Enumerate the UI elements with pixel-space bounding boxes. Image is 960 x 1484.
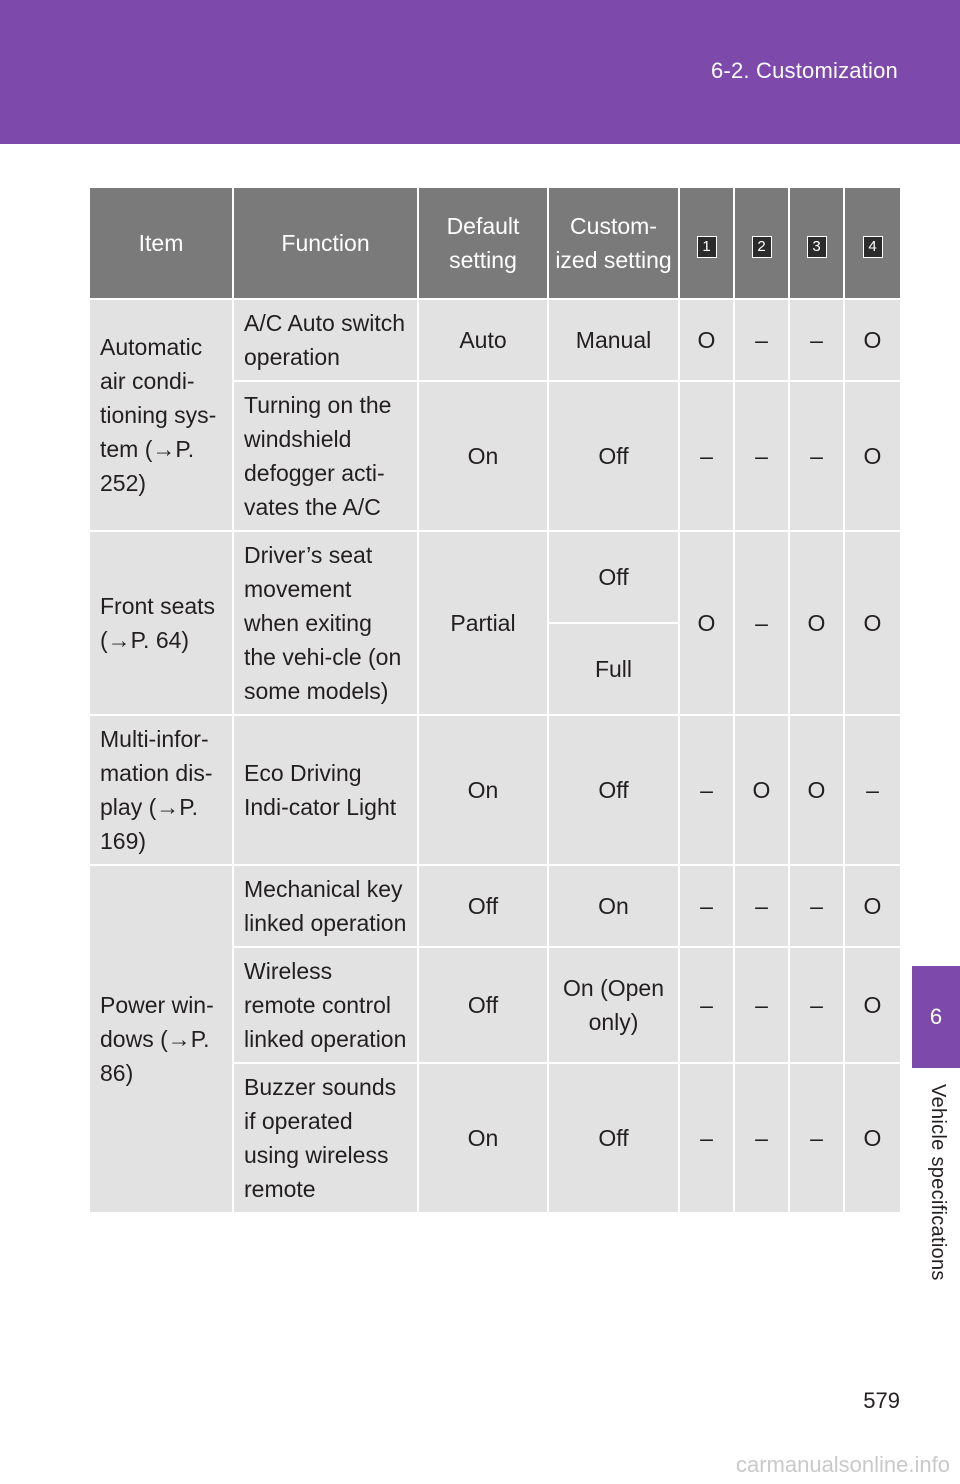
mark-cell: O xyxy=(844,947,901,1063)
mark-cell: – xyxy=(679,715,734,865)
header-col-1 xyxy=(679,187,734,299)
method-1-badge: 1 xyxy=(697,236,717,258)
method-4-badge: 4 xyxy=(863,236,883,258)
function-cell: Buzzer sounds if operated using wireless remote xyxy=(233,1063,418,1213)
default-cell: Off xyxy=(418,947,548,1063)
mark-cell: O xyxy=(844,299,901,381)
customization-table xyxy=(88,186,902,1214)
function-cell: Mechanical key linked operation xyxy=(233,865,418,947)
item-cell: Front seats (→P. 64) xyxy=(89,531,233,715)
method-2-badge: 2 xyxy=(752,236,772,258)
page-number: 579 xyxy=(863,1388,900,1413)
default-cell: Partial xyxy=(418,531,548,715)
function-cell: A/C Auto switch operation xyxy=(233,299,418,381)
header-function: Function xyxy=(233,187,418,299)
table-header-row xyxy=(89,187,901,299)
table-row xyxy=(89,715,901,865)
mark-cell: O xyxy=(789,531,844,715)
header-customized-setting: Custom-ized setting xyxy=(548,187,679,299)
table-row xyxy=(89,531,901,623)
mark-cell: – xyxy=(734,531,789,715)
customized-cell: Off xyxy=(548,531,679,623)
mark-cell: – xyxy=(734,865,789,947)
chapter-label: Vehicle specifications xyxy=(927,1084,949,1281)
mark-cell: – xyxy=(679,865,734,947)
chapter-tab[interactable] xyxy=(912,966,960,1068)
customized-cell: Manual xyxy=(548,299,679,381)
mark-cell: – xyxy=(789,381,844,531)
method-3-badge: 3 xyxy=(807,236,827,258)
page-header xyxy=(0,0,960,144)
function-cell: Wireless remote control linked operation xyxy=(233,947,418,1063)
header-col-4 xyxy=(844,187,901,299)
mark-cell: – xyxy=(734,381,789,531)
customized-cell: On (Open only) xyxy=(548,947,679,1063)
item-cell: Automatic air condi-tioning sys-tem (→P. 252) xyxy=(89,299,233,531)
customized-cell: Off xyxy=(548,381,679,531)
mark-cell: O xyxy=(844,1063,901,1213)
header-col-3 xyxy=(789,187,844,299)
function-cell: Turning on the windshield defogger acti-vates the A/C xyxy=(233,381,418,531)
mark-cell: – xyxy=(679,947,734,1063)
mark-cell: O xyxy=(844,531,901,715)
mark-cell: – xyxy=(844,715,901,865)
default-cell: Auto xyxy=(418,299,548,381)
customized-cell: Off xyxy=(548,1063,679,1213)
header-item: Item xyxy=(89,187,233,299)
mark-cell: – xyxy=(734,947,789,1063)
mark-cell: O xyxy=(844,865,901,947)
function-cell: Eco Driving Indi-cator Light xyxy=(233,715,418,865)
mark-cell: – xyxy=(789,1063,844,1213)
item-cell: Multi-infor-mation dis-play (→P. 169) xyxy=(89,715,233,865)
mark-cell: O xyxy=(734,715,789,865)
header-col-2 xyxy=(734,187,789,299)
default-cell: On xyxy=(418,381,548,531)
mark-cell: O xyxy=(679,299,734,381)
item-cell: Power win-dows (→P. 86) xyxy=(89,865,233,1213)
table-row xyxy=(89,865,901,947)
table-row xyxy=(89,299,901,381)
customized-cell: Full xyxy=(548,623,679,715)
customized-cell: Off xyxy=(548,715,679,865)
default-cell: On xyxy=(418,715,548,865)
header-default-setting: Default setting xyxy=(418,187,548,299)
customized-cell: On xyxy=(548,865,679,947)
footer-watermark: carmanualsonline.info xyxy=(735,1452,950,1477)
mark-cell: – xyxy=(734,299,789,381)
mark-cell: – xyxy=(734,1063,789,1213)
mark-cell: – xyxy=(789,865,844,947)
mark-cell: O xyxy=(844,381,901,531)
section-title: 6-2. Customization xyxy=(710,58,898,83)
mark-cell: – xyxy=(789,299,844,381)
mark-cell: – xyxy=(679,1063,734,1213)
chapter-number: 6 xyxy=(929,1004,943,1029)
function-cell: Driver’s seat movement when exiting the vehi-cle (on some models) xyxy=(233,531,418,715)
default-cell: Off xyxy=(418,865,548,947)
mark-cell: O xyxy=(789,715,844,865)
mark-cell: O xyxy=(679,531,734,715)
mark-cell: – xyxy=(789,947,844,1063)
mark-cell: – xyxy=(679,381,734,531)
default-cell: On xyxy=(418,1063,548,1213)
